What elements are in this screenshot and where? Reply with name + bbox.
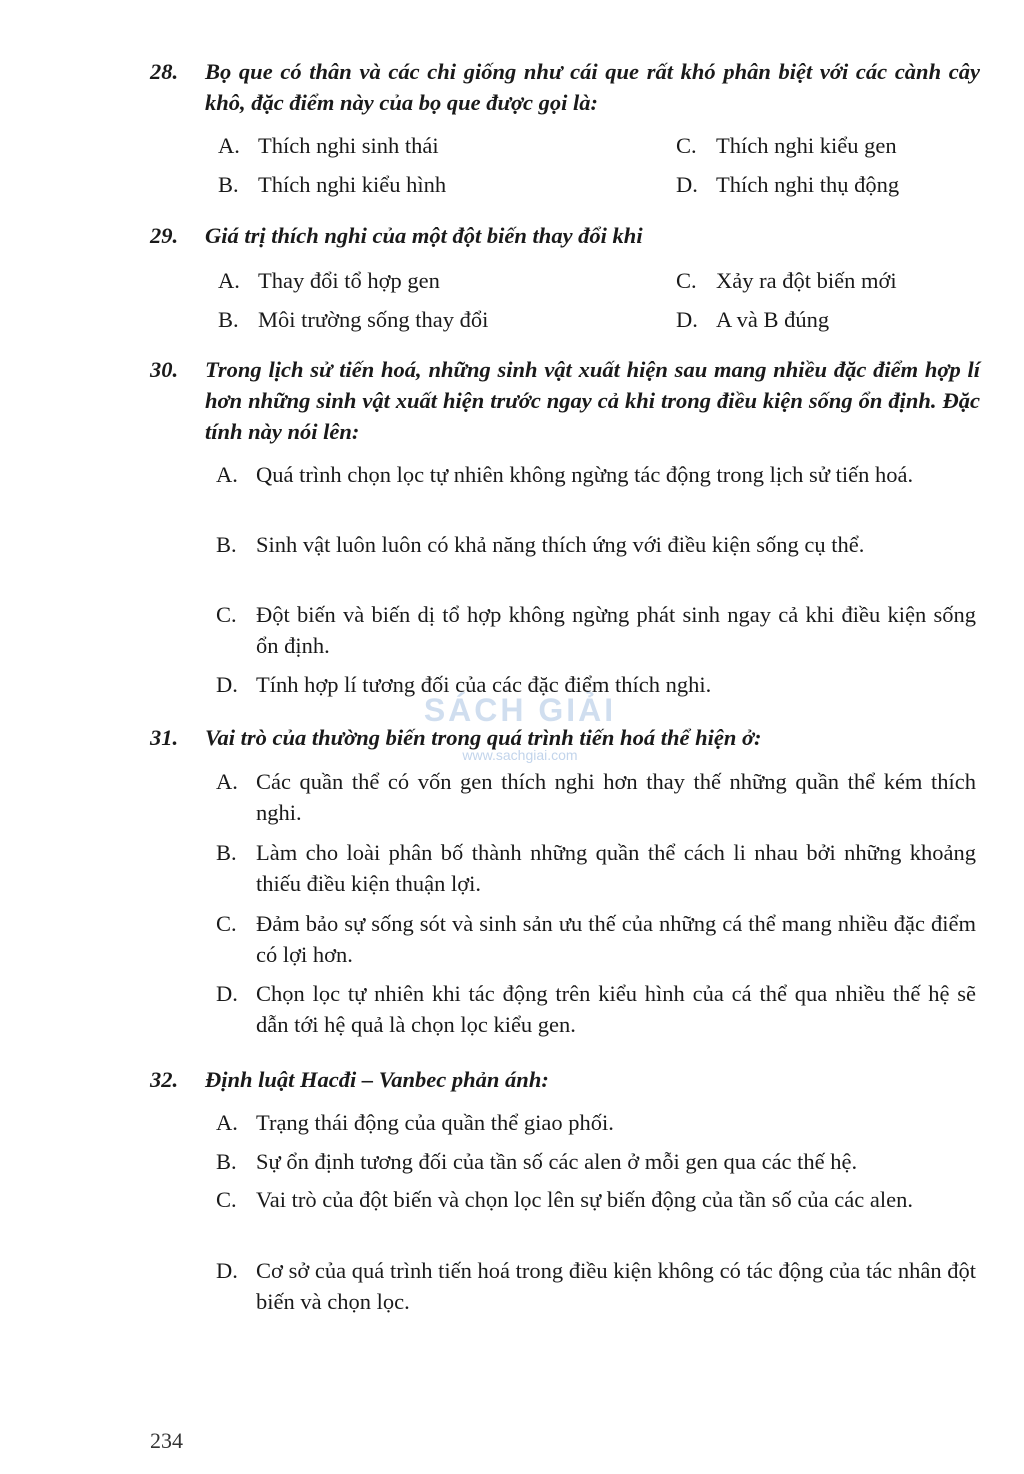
question-number: 31.	[150, 725, 179, 750]
question-32: 32. Định luật Hacđi – Vanbec phản ánh: A. Trạng thái động của quần thể giao phối. B. Sự ổn định tương đối của tần số các alen ở mỗi gen qua các thế hệ. C. Vai trò của đột biến và chọn lọc lên sự biến động của tần số của các alen. D. Cơ sở của quá trình tiến hoá trong điều kiện không có tác động của tác nhân đột biến và chọn lọc.	[0, 1064, 1024, 1095]
question-text: Trong lịch sử tiến hoá, những sinh vật xuất hiện sau mang nhiều đặc điểm hợp lí hơn những sinh vật xuất hiện trước ngay cả khi trong điều kiện sống ổn định. Đặc tính này nói lên:	[205, 357, 980, 444]
question-number: 29.	[150, 223, 179, 248]
question-stem	[0, 354, 1024, 447]
question-stem	[0, 1064, 1024, 1095]
question-text: Giá trị thích nghi của một đột biến thay đổi khi	[205, 223, 643, 248]
question-28: 28. Bọ que có thân và các chi giống như cái que rất khó phân biệt với các cành cây khô, đặc điểm này của bọ que được gọi là: A. Thích nghi sinh thái C. Thích nghi kiểu gen B. Thích nghi kiểu hình D. Thích nghi thụ động	[0, 56, 1024, 118]
question-stem	[0, 220, 1024, 251]
question-text: Vai trò của thường biến trong quá trình tiến hoá thể hiện ở:	[205, 725, 762, 750]
question-29: 29. Giá trị thích nghi của một đột biến thay đổi khi A. Thay đổi tổ hợp gen C. Xảy ra đột biến mới B. Môi trường sống thay đổi D. A và B đúng	[0, 220, 1024, 251]
question-31: 31. Vai trò của thường biến trong quá trình tiến hoá thể hiện ở: A. Các quần thể có vốn gen thích nghi hơn thay thế những quần thể kém thích nghi. B. Làm cho loài phân bố thành những quần thể cách li nhau bởi những khoảng thiếu điều kiện thuận lợi. C. Đảm bảo sự sống sót và sinh sản ưu thế của những cá thể mang nhiều đặc điểm có lợi hơn. D. Chọn lọc tự nhiên khi tác động trên kiểu hình của cá thể qua nhiều thế hệ sẽ dẫn tới hệ quả là chọn lọc kiểu gen.	[0, 722, 1024, 753]
question-number: 32.	[150, 1067, 179, 1092]
question-30: 30. Trong lịch sử tiến hoá, những sinh vật xuất hiện sau mang nhiều đặc điểm hợp lí hơn những sinh vật xuất hiện trước ngay cả khi trong điều kiện sống ổn định. Đặc tính này nói lên: A. Quá trình chọn lọc tự nhiên không ngừng tác động trong lịch sử tiến hoá. B. Sinh vật luôn luôn có khả năng thích ứng với điều kiện sống cụ thể. C. Đột biến và biến dị tổ hợp không ngừng phát sinh ngay cả khi điều kiện sống ổn định. D. Tính hợp lí tương đối của các đặc điểm thích nghi.	[0, 354, 1024, 447]
question-text: Bọ que có thân và các chi giống như cái que rất khó phân biệt với các cành cây khô, đặc điểm này của bọ que được gọi là:	[205, 59, 980, 115]
question-stem	[0, 56, 1024, 118]
question-stem	[0, 722, 1024, 753]
page-number: 234	[150, 1428, 183, 1453]
question-number: 28.	[150, 59, 179, 84]
watermark-brand: SÁCH GIẢI	[423, 692, 617, 728]
watermark-url: www.sachgiai.com	[462, 747, 578, 763]
question-number: 30.	[150, 357, 179, 382]
question-text: Định luật Hacđi – Vanbec phản ánh:	[205, 1067, 549, 1092]
